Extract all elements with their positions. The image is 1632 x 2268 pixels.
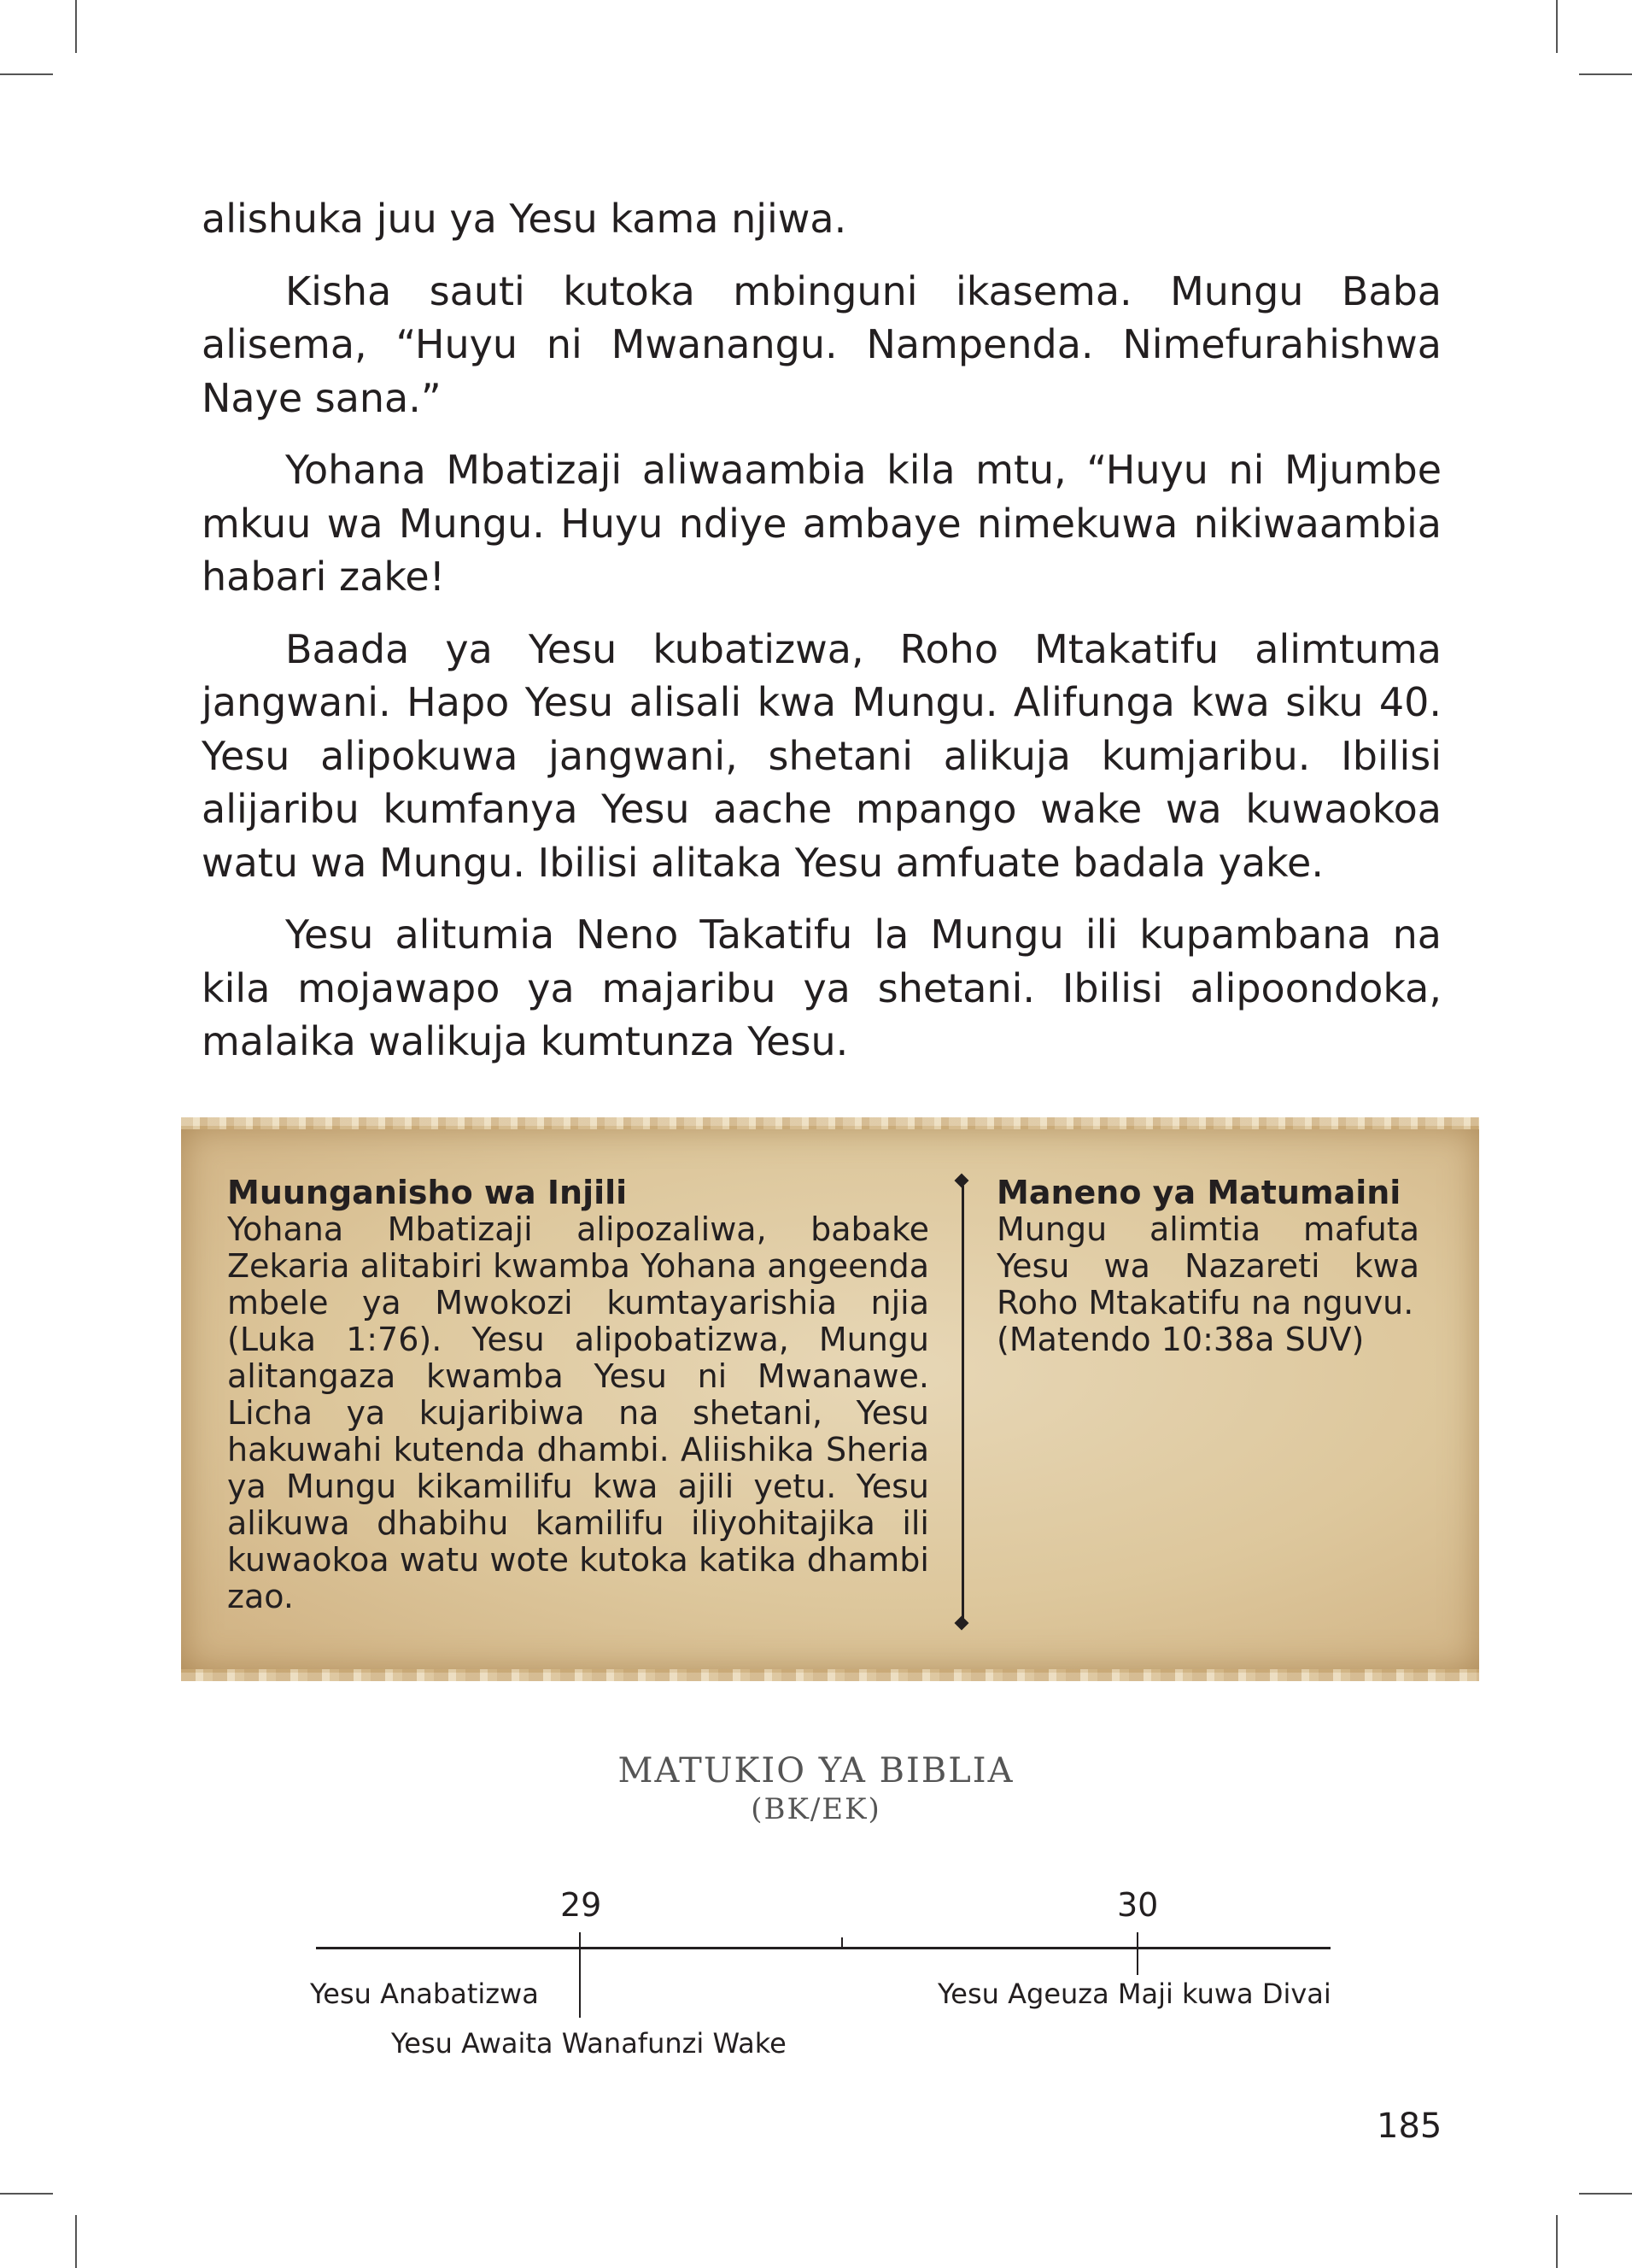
scripture-reference: (Matendo 10:38a SUV) — [997, 1321, 1365, 1358]
crop-mark — [0, 73, 53, 75]
torn-edge — [181, 1669, 1479, 1681]
crop-mark — [0, 2193, 53, 2195]
timeline-tick — [1137, 1932, 1138, 1975]
crop-mark — [75, 2215, 77, 2268]
paragraph: Baada ya Yesu kubatizwa, Roho Mtakatifu alimtuma jangwani. Hapo Yesu alisali kwa Mungu. Alifunga kwa siku 40. Yesu alipokuwa jangwani, shetani alikuja kumjaribu. Ibilisi alijaribu kumfanya Yesu aache mpango wake wa kuwaokoa watu wa Mungu. Ibilisi alitaka Yesu amfuate badala yake. — [202, 625, 1442, 886]
paragraph: alishuka juu ya Yesu kama njiwa. — [202, 196, 847, 242]
crop-mark — [1579, 73, 1632, 75]
words-of-hope-column — [997, 1174, 1419, 1358]
gospel-connection-heading: Muunganisho wa Injili — [227, 1174, 628, 1211]
paragraph: Kisha sauti kutoka mbinguni ikasema. Mungu Baba alisema, “Huyu ni Mwanangu. Nampenda. Nimefurahishwa Naye sana.” — [202, 267, 1442, 421]
timeline-title: MATUKIO YA BIBLIA — [617, 1751, 1015, 1790]
page-number: 185 — [1377, 2107, 1442, 2146]
crop-mark — [1556, 0, 1558, 53]
gospel-connection-box — [181, 1126, 1479, 1673]
timeline-event-label: Yesu Ageuza Maji kuwa Divai — [938, 1978, 1331, 2010]
timeline-axis — [316, 1947, 1331, 1949]
body-text — [202, 192, 1442, 1087]
crop-mark — [1556, 2215, 1558, 2268]
paragraph: Yesu alitumia Neno Takatifu la Mungu ili kupambana na kila mojawapo ya majaribu ya shetani. Ibilisi alipoondoka, malaika walikuja kumtunza Yesu. — [202, 911, 1442, 1064]
paragraph: Yohana Mbatizaji aliwaambia kila mtu, “Huyu ni Mjumbe mkuu wa Mungu. Huyu ndiye ambaye nimekuwa nikiwaambia habari zake! — [202, 447, 1442, 600]
timeline-year-label: 29 — [560, 1886, 602, 1924]
timeline-tick — [579, 1932, 581, 2018]
timeline-tick — [841, 1937, 843, 1949]
words-of-hope-text: Mungu alimtia mafuta Yesu wa Nazareti kwa Roho Mtakatifu na nguvu. — [997, 1210, 1419, 1322]
column-divider — [962, 1186, 964, 1623]
gospel-connection-text: Yohana Mbatizaji alipozaliwa, babake Zekaria alitabiri kwamba Yohana angeenda mbele ya Mwokozi kumtayarishia njia (Luka 1:76). Yesu alipobatizwa, Mungu alitangaza kwamba Yesu ni Mwanawe. Licha ya kujaribiwa na shetani, Yesu hakuwahi kutenda dhambi. Aliishika Sheria ya Mungu kikamilifu kwa ajili yetu. Yesu alikuwa dhabihu kamilifu iliyohitajika ili kuwaokoa watu wote kutoka katika dhambi zao. — [227, 1210, 929, 1615]
words-of-hope-heading: Maneno ya Matumaini — [997, 1174, 1401, 1211]
timeline-event-label: Yesu Anabatizwa — [310, 1978, 539, 2010]
timeline-subtitle: (BK/EK) — [751, 1792, 881, 1826]
torn-edge — [181, 1117, 1479, 1129]
crop-mark — [75, 0, 77, 53]
timeline-event-label: Yesu Awaita Wanafunzi Wake — [391, 2027, 787, 2060]
crop-mark — [1579, 2193, 1632, 2195]
divider-diamond-icon — [955, 1616, 969, 1631]
timeline-year-label: 30 — [1117, 1886, 1159, 1924]
gospel-connection-column — [227, 1174, 929, 1615]
